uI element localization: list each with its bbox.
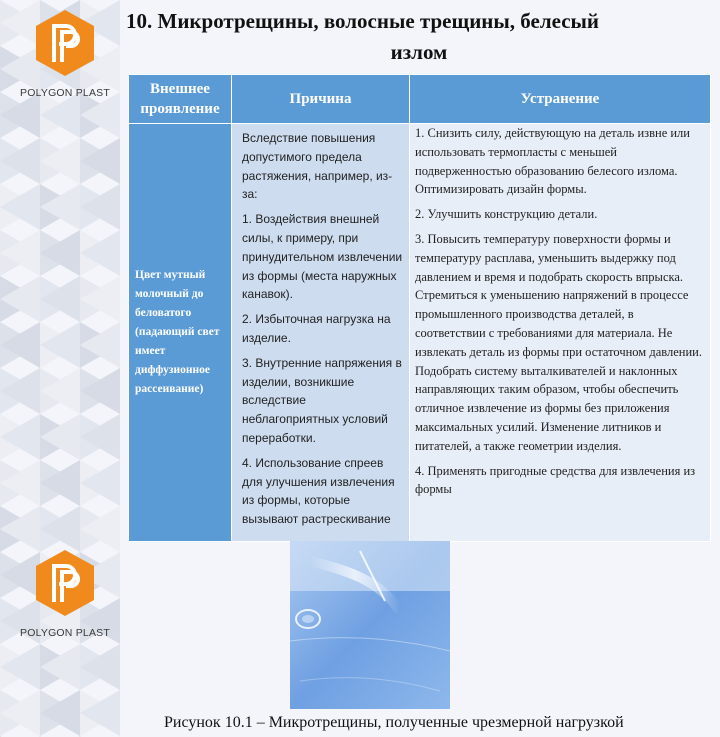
cause-paragraph: 1. Воздействия внешней силы, к примеру, при принудительном извлечении из формы (места наружных канавок). <box>242 212 403 302</box>
polygon-plast-logo-icon <box>33 8 97 78</box>
manifestation-cell: Цвет мутный молочный до беловатого (падающий свет имеет диффузионное рассеивание) <box>129 124 232 542</box>
cause-paragraph: Вследствие повышения допустимого предела растяжения, например, из-за: <box>242 131 393 202</box>
header-fix: Устранение <box>410 75 711 124</box>
figure-caption: Рисунок 10.1 – Микротрещины, полученные чрезмерной нагрузкой <box>164 714 624 731</box>
table-row <box>129 124 711 542</box>
cause-paragraph: 3. Внутренние напряжения в изделии, возникшие вследствие неблагоприятных условий переработки. <box>242 355 402 445</box>
cause-paragraph: 4. Использование спреев для улучшения извлечения из формы, которые вызывают растрескивание <box>242 455 395 527</box>
logo-brand-text: POLYGON PLAST <box>20 627 110 639</box>
header-cause: Причина <box>232 75 410 124</box>
cause-paragraph: 2. Избыточная нагрузка на изделие. <box>242 312 391 345</box>
page-title <box>126 6 706 68</box>
polygon-plast-logo <box>20 548 110 639</box>
cause-cell <box>232 124 410 542</box>
fix-paragraph: 3. Повысить температуру поверхности формы и температуру расплава, уменьшить выдержку под давлением и время и подобрать скорость впрыска. Стремиться к уменьшению напряжений в процессе промышленного производства деталей, в соответствии с требованиями для материала. Не извлекать деталь из формы при остаточном давлении. Подобрать систему выталкивателей и наклонных направляющих таким образом, чтобы обеспечить отличное извлечение из формы без приложения максимальных усилий. Изменение литников и питателей, а также геометрии изделия. <box>415 231 702 453</box>
fix-paragraph: 1. Снизить силу, действующую на деталь извне или использовать термопласты с меньшей подверженностью образованию белесого излома. Оптимизировать дизайн формы. <box>415 126 690 197</box>
defects-table <box>128 74 711 542</box>
page-title-line2: излом <box>390 40 448 64</box>
table-header-row <box>129 75 711 124</box>
header-manifestation: Внешнее проявление <box>129 75 232 124</box>
crack-photo <box>290 541 450 709</box>
polygon-plast-logo-icon <box>33 548 97 618</box>
fix-paragraph: 2. Улучшить конструкцию детали. <box>415 207 598 222</box>
polygon-plast-logo <box>20 8 110 99</box>
fix-cell <box>410 124 711 542</box>
page-title-line1: 10. Микротрещины, волосные трещины, белесый <box>126 9 600 33</box>
fix-paragraph: 4. Применять пригодные средства для извлечения из формы <box>415 463 696 497</box>
logo-brand-text: POLYGON PLAST <box>20 87 110 99</box>
